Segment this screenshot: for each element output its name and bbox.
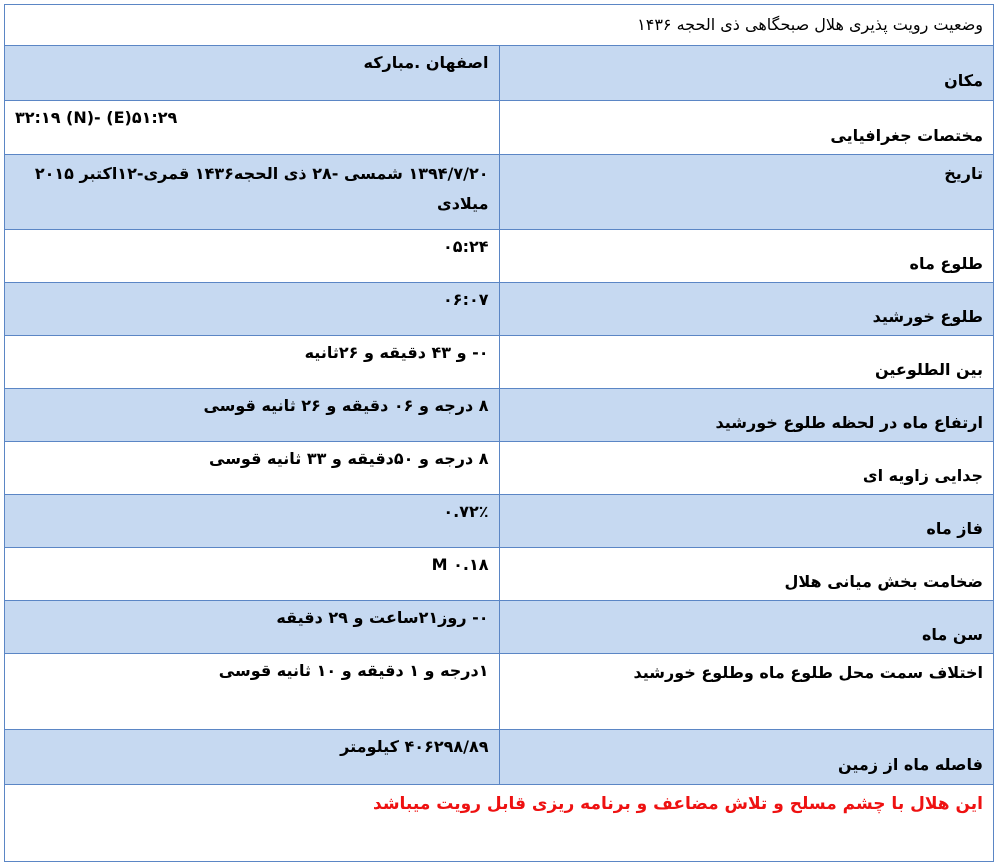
row-value: ۰.۱۸ M xyxy=(5,548,500,601)
row-label: بین الطلوعین xyxy=(499,336,994,389)
visibility-note: این هلال با چشم مسلح و تلاش مضاعف و برنامه ریزی قابل رویت میباشد xyxy=(5,785,994,862)
row-label: ضخامت بخش میانی هلال xyxy=(499,548,994,601)
row-label: سن ماه xyxy=(499,601,994,654)
table-row-earth-distance xyxy=(5,730,994,785)
row-value: ۸ درجه و ۰۶ دقیقه و ۲۶ ثانیه قوسی xyxy=(5,389,500,442)
row-label: ارتفاع ماه در لحظه طلوع خورشید xyxy=(499,389,994,442)
table-row-coordinates xyxy=(5,101,994,155)
moon-visibility-table xyxy=(4,4,994,862)
note-row xyxy=(5,785,994,862)
row-label: فاز ماه xyxy=(499,495,994,548)
row-value: ۸ درجه و ۵۰دقیقه و ۳۳ ثانیه قوسی xyxy=(5,442,500,495)
table-row-moonrise xyxy=(5,230,994,283)
row-label: طلوع خورشید xyxy=(499,283,994,336)
row-value: ۰۶:۰۷ xyxy=(5,283,500,336)
table-title: وضعیت رویت پذیری هلال صبحگاهی ذی الحجه ۱۴۳۶ xyxy=(5,5,994,46)
title-row xyxy=(5,5,994,46)
row-label: تاریخ xyxy=(499,155,994,230)
table-row-between-risings xyxy=(5,336,994,389)
row-value: ۳۲:۱۹ (N)- (E)۵۱:۲۹ xyxy=(5,101,500,155)
row-label: مختصات جغرافیایی xyxy=(499,101,994,155)
row-label: مکان xyxy=(499,46,994,101)
table-row-crescent-width xyxy=(5,548,994,601)
table-row-sunrise xyxy=(5,283,994,336)
row-label: طلوع ماه xyxy=(499,230,994,283)
row-value: ۰.۷۲٪ xyxy=(5,495,500,548)
row-label: فاصله ماه از زمین xyxy=(499,730,994,785)
table-row-date xyxy=(5,155,994,230)
row-value: ۴۰۶۲۹۸/۸۹ کیلومتر xyxy=(5,730,500,785)
table-row-elongation xyxy=(5,442,994,495)
table-row-moon-age xyxy=(5,601,994,654)
row-label: اختلاف سمت محل طلوع ماه وطلوع خورشید xyxy=(499,654,994,730)
row-value: ۱درجه و ۱ دقیقه و ۱۰ ثانیه قوسی xyxy=(5,654,500,730)
row-value: ۰۵:۲۴ xyxy=(5,230,500,283)
row-value: اصفهان .مبارکه xyxy=(5,46,500,101)
row-value: ۰- روز۲۱ساعت و ۲۹ دقیقه xyxy=(5,601,500,654)
table-row-location xyxy=(5,46,994,101)
table-row-moon-altitude xyxy=(5,389,994,442)
table-row-azimuth-difference xyxy=(5,654,994,730)
table-row-moon-phase xyxy=(5,495,994,548)
row-value: ۱۳۹۴/۷/۲۰ شمسی -۲۸ ذی الحجه۱۴۳۶ قمری-۱۲اکتبر ۲۰۱۵ میلادی xyxy=(5,155,500,230)
row-label: جدایی زاویه ای xyxy=(499,442,994,495)
row-value: ۰- و ۴۳ دقیقه و ۲۶ثانیه xyxy=(5,336,500,389)
